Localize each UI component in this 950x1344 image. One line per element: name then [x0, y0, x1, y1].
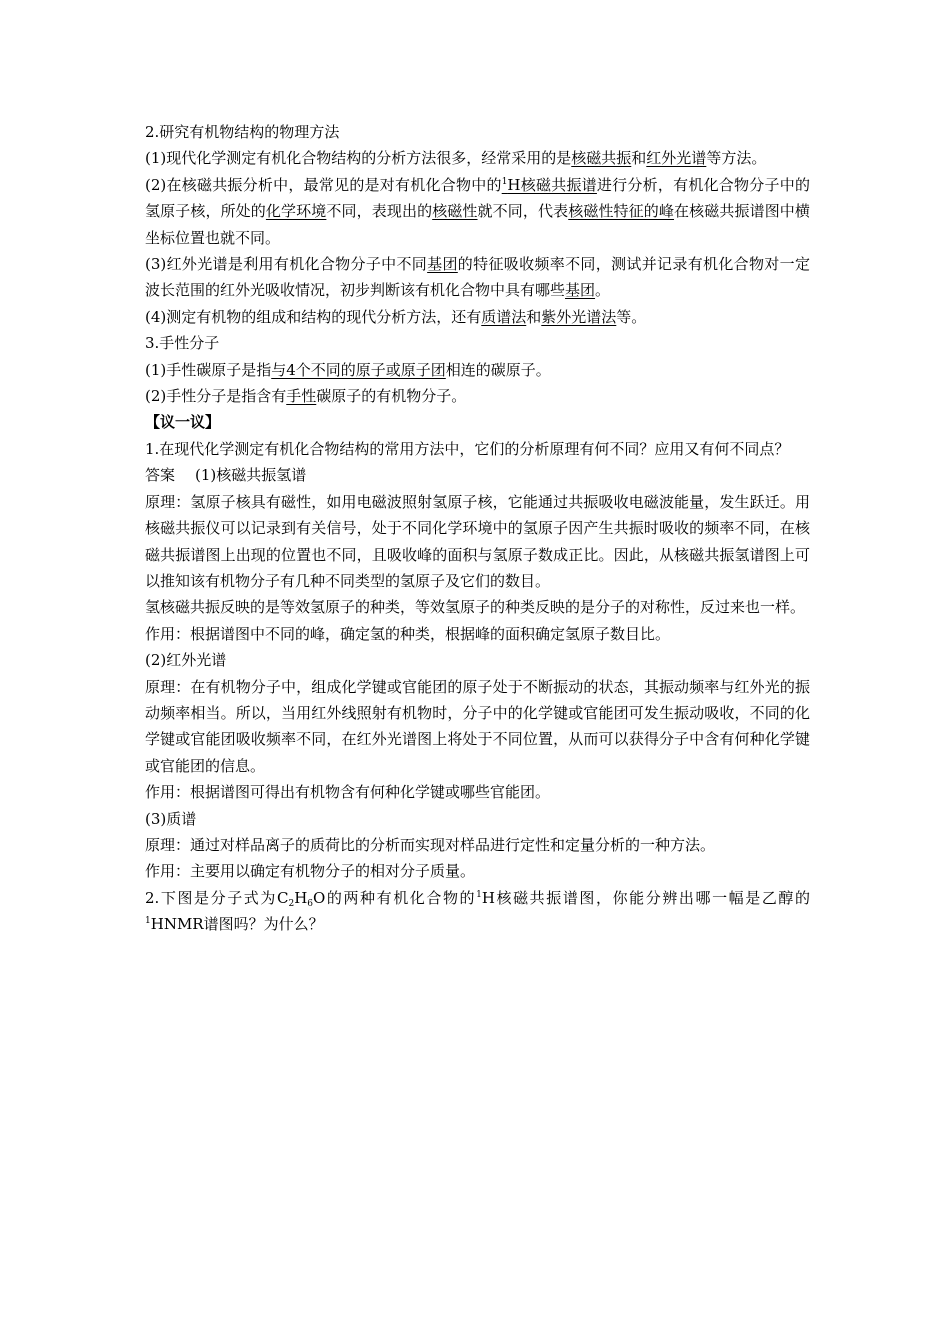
text: 进行分析，有机化合物分子中的氢原子核，所处的 [145, 175, 810, 221]
text: 就不同，代表 [477, 202, 569, 221]
section-heading-physical-methods: 2.研究有机物结构的物理方法 [145, 123, 340, 141]
paragraph-analysis-methods [145, 145, 810, 171]
answer-label: 答案 [145, 466, 176, 485]
text: H核磁共振谱 [507, 175, 597, 194]
text: 等。 [616, 307, 647, 326]
text: 的特征吸收频率不同，测试并记录有机化合物对一定波长范围的红外光吸收情况，初步判断该有机化合物中具有哪些 [145, 255, 810, 300]
text: (4)测定有机物的组成和结构的现代分析方法，还有 [145, 307, 482, 326]
text: H [294, 888, 308, 907]
ir-principle: 原理：在有机物分子中，组成化学键或官能团的原子处于不断振动的状态，其振动频率与红外光的振动频率相当。所以，当用红外线照射有机物时，分子中的化学键或官能团可发生振动吸收，不同的化学键或官能团吸收频率不同，在红外光谱图上将处于不同位置，从而可以获得分子中含有何种化学键或官能团的信息。 [145, 677, 810, 775]
text: (1)现代化学测定有机化合物结构的分析方法很多，经常采用的是 [145, 149, 572, 168]
question-1: 1.在现代化学测定有机化合物结构的常用方法中，它们的分析原理有何不同？应用又有何不同点？ [145, 439, 790, 458]
document-page [145, 119, 810, 938]
answer-blank: 与4个不同的原子或原子团 [271, 360, 446, 379]
text: 和 [631, 149, 647, 168]
answer-blank: 核磁共振 [571, 149, 632, 168]
nmr-note: 氢核磁共振反映的是等效氢原子的种类，等效氢原子的种类反映的是分子的对称性，反过来也一样。 [145, 598, 806, 617]
text: O的两种有机化合物的 [313, 888, 477, 907]
text: (1)核磁共振氢谱 [195, 466, 307, 485]
paragraph-other-methods [145, 304, 810, 330]
text: 等方法。 [706, 149, 767, 168]
answer-blank [502, 176, 597, 194]
answer-nmr-title [145, 462, 810, 488]
ir-title: (2)红外光谱 [145, 651, 227, 670]
ms-principle: 原理：通过对样品离子的质荷比的分析而实现对样品进行定性和定量分析的一种方法。 [145, 835, 716, 854]
superscript: 1 [501, 176, 508, 187]
text: HNMR谱图吗？为什么？ [150, 915, 324, 934]
answer-blank: 核磁性特征的峰 [568, 202, 675, 221]
text: 和 [526, 307, 542, 326]
text: 在核磁共振谱图中横坐标位置也就不同。 [145, 202, 810, 247]
answer-blank: 化学环境 [265, 202, 327, 221]
text: (3)红外光谱是利用有机化合物分子中不同 [145, 255, 428, 274]
text: 2.下图是分子式为C [145, 888, 289, 907]
paragraph-chiral-molecule [145, 383, 810, 409]
section-heading-chiral: 3.手性分子 [145, 334, 220, 353]
answer-blank: 手性 [286, 387, 317, 406]
paragraph-chiral-carbon [145, 357, 810, 383]
text: (1)手性碳原子是指 [145, 360, 272, 379]
text: 。 [595, 281, 611, 300]
answer-blank: 基团 [427, 255, 458, 274]
ms-use: 作用：主要用以确定有机物分子的相对分子质量。 [145, 862, 476, 881]
answer-blank: 核磁性 [432, 202, 478, 221]
answer-blank: 红外光谱 [646, 149, 707, 168]
text: (2)在核磁共振分析中，最常见的是对有机化合物中的 [145, 175, 502, 194]
ms-title: (3)质谱 [145, 809, 197, 828]
superscript: 1 [145, 916, 151, 927]
ir-use: 作用：根据谱图可得出有机物含有何种化学键或哪些官能团。 [145, 783, 551, 802]
nmr-principle: 原理：氢原子核具有磁性，如用电磁波照射氢原子核，它能通过共振吸收电磁波能量，发生跃迁。用核磁共振仪可以记录到有关信号，处于不同化学环境中的氢原子因产生共振时吸收的频率不同，在核磁共振谱图上出现的位置也不同，且吸收峰的面积与氢原子数成正比。因此，从核磁共振氢谱图上可以推知该有机物分子有几种不同类型的氢原子及它们的数目。 [145, 492, 810, 590]
question-2 [145, 885, 810, 938]
answer-blank: 紫外光谱法 [541, 307, 617, 326]
discussion-heading: 【议一议】 [145, 413, 221, 432]
nmr-use: 作用：根据谱图中不同的峰，确定氢的种类，根据峰的面积确定氢原子数目比。 [145, 624, 671, 643]
text: (2)手性分子是指含有 [145, 387, 287, 406]
text: 碳原子的有机物分子。 [316, 387, 467, 406]
answer-blank: 质谱法 [481, 307, 527, 326]
text: 相连的碳原子。 [445, 360, 551, 379]
superscript: 1 [476, 889, 482, 900]
text: 不同，表现出的 [326, 202, 433, 221]
paragraph-nmr-analysis [145, 172, 810, 251]
paragraph-infrared [145, 251, 810, 304]
text: H核磁共振谱图，你能分辨出哪一幅是乙醇的 [481, 888, 810, 907]
subscript: 6 [307, 898, 314, 909]
subscript: 2 [288, 898, 295, 909]
answer-blank: 基团 [565, 281, 596, 300]
